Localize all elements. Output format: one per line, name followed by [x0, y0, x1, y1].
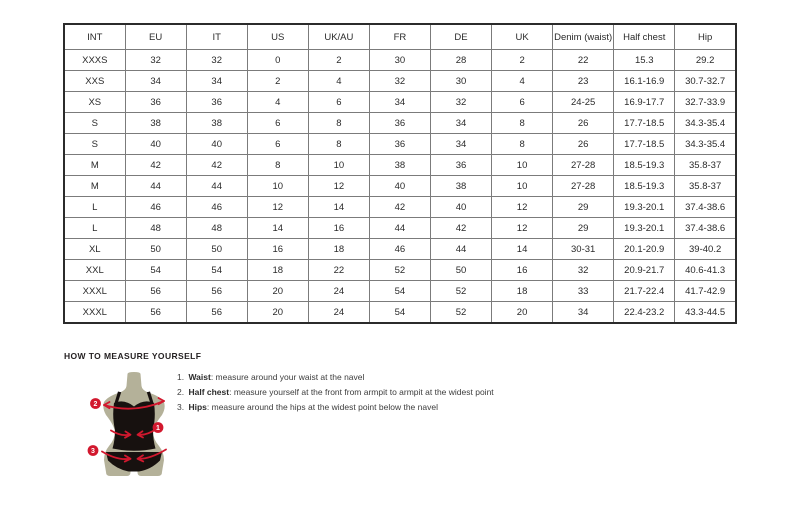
- table-cell: 6: [247, 134, 308, 155]
- column-header: UK: [492, 24, 553, 50]
- table-cell: 8: [308, 113, 369, 134]
- table-cell: 6: [247, 113, 308, 134]
- table-row: [64, 302, 736, 324]
- step-term: Half chest: [188, 387, 230, 397]
- table-cell: 41.7-42.9: [675, 281, 736, 302]
- table-cell: 12: [247, 197, 308, 218]
- table-cell: 34: [553, 302, 614, 324]
- table-cell: 2: [247, 71, 308, 92]
- step-text: : measure yourself at the front from armpit to armpit at the widest point: [229, 387, 494, 397]
- table-cell: 28: [430, 50, 491, 71]
- table-row: [64, 113, 736, 134]
- table-cell: XXXS: [64, 50, 125, 71]
- table-cell: 56: [125, 302, 186, 324]
- table-cell: 6: [492, 92, 553, 113]
- table-cell: 48: [186, 218, 247, 239]
- size-table-head-row: [64, 24, 736, 50]
- table-cell: 14: [308, 197, 369, 218]
- table-cell: 8: [247, 155, 308, 176]
- table-cell: 30.7-32.7: [675, 71, 736, 92]
- table-cell: XL: [64, 239, 125, 260]
- table-cell: 32: [186, 50, 247, 71]
- table-cell: 46: [125, 197, 186, 218]
- table-cell: 34: [369, 92, 430, 113]
- table-cell: 18: [492, 281, 553, 302]
- table-cell: 38: [430, 176, 491, 197]
- table-cell: 8: [492, 134, 553, 155]
- table-cell: 54: [369, 302, 430, 324]
- table-cell: 34.3-35.4: [675, 113, 736, 134]
- table-cell: 24: [308, 302, 369, 324]
- table-cell: 32: [369, 71, 430, 92]
- table-cell: 35.8-37: [675, 176, 736, 197]
- table-cell: 54: [186, 260, 247, 281]
- step-term: Hips: [188, 402, 207, 412]
- table-cell: 43.3-44.5: [675, 302, 736, 324]
- table-cell: S: [64, 134, 125, 155]
- table-row: [64, 71, 736, 92]
- mannequin-illustration: [84, 372, 180, 478]
- table-cell: 34: [125, 71, 186, 92]
- table-cell: 20: [492, 302, 553, 324]
- table-cell: 4: [308, 71, 369, 92]
- table-cell: 54: [125, 260, 186, 281]
- table-row: [64, 176, 736, 197]
- table-cell: 39-40.2: [675, 239, 736, 260]
- table-cell: 46: [369, 239, 430, 260]
- badge-3: [88, 445, 99, 456]
- table-cell: S: [64, 113, 125, 134]
- column-header: DE: [430, 24, 491, 50]
- table-cell: 2: [492, 50, 553, 71]
- table-cell: 46: [186, 197, 247, 218]
- table-cell: 40: [430, 197, 491, 218]
- step-number: 2.: [177, 387, 185, 397]
- table-cell: 0: [247, 50, 308, 71]
- table-row: [64, 260, 736, 281]
- table-cell: 40: [186, 134, 247, 155]
- table-cell: XXXL: [64, 302, 125, 324]
- table-cell: 18: [308, 239, 369, 260]
- table-cell: XXXL: [64, 281, 125, 302]
- size-table-body: [64, 50, 736, 324]
- table-cell: 10: [247, 176, 308, 197]
- table-cell: 44: [186, 176, 247, 197]
- table-cell: 32.7-33.9: [675, 92, 736, 113]
- table-cell: 16.1-16.9: [614, 71, 675, 92]
- table-cell: 36: [369, 113, 430, 134]
- table-cell: 4: [247, 92, 308, 113]
- measure-step: [177, 385, 494, 400]
- table-cell: 12: [492, 218, 553, 239]
- table-cell: 4: [492, 71, 553, 92]
- table-cell: 37.4-38.6: [675, 197, 736, 218]
- table-cell: 2: [308, 50, 369, 71]
- table-cell: 12: [308, 176, 369, 197]
- table-cell: 22.4-23.2: [614, 302, 675, 324]
- table-cell: 34: [430, 134, 491, 155]
- table-cell: 16.9-17.7: [614, 92, 675, 113]
- table-cell: 34: [430, 113, 491, 134]
- table-cell: 42: [369, 197, 430, 218]
- table-cell: 38: [125, 113, 186, 134]
- table-cell: 33: [553, 281, 614, 302]
- table-cell: 24-25: [553, 92, 614, 113]
- table-cell: 30-31: [553, 239, 614, 260]
- badge-2-number: 2: [93, 401, 98, 408]
- table-row: [64, 155, 736, 176]
- table-cell: 52: [369, 260, 430, 281]
- table-row: [64, 218, 736, 239]
- table-cell: 36: [125, 92, 186, 113]
- table-cell: 18: [247, 260, 308, 281]
- table-cell: 50: [186, 239, 247, 260]
- table-cell: 14: [247, 218, 308, 239]
- table-cell: 18.5-19.3: [614, 176, 675, 197]
- badge-1-number: 1: [156, 425, 160, 432]
- table-cell: 42: [186, 155, 247, 176]
- table-cell: 32: [553, 260, 614, 281]
- table-row: [64, 197, 736, 218]
- badge-1: [153, 422, 164, 433]
- column-header: EU: [125, 24, 186, 50]
- measure-step: [177, 400, 494, 415]
- table-cell: XXS: [64, 71, 125, 92]
- column-header: Hip: [675, 24, 736, 50]
- table-cell: 36: [430, 155, 491, 176]
- table-cell: 22: [308, 260, 369, 281]
- table-cell: 22: [553, 50, 614, 71]
- table-cell: 56: [186, 302, 247, 324]
- table-cell: 20: [247, 302, 308, 324]
- table-cell: 34: [186, 71, 247, 92]
- table-cell: 29: [553, 197, 614, 218]
- table-cell: 19.3-20.1: [614, 218, 675, 239]
- column-header: UK/AU: [308, 24, 369, 50]
- table-cell: 50: [125, 239, 186, 260]
- size-chart-table: [63, 23, 737, 324]
- table-cell: 19.3-20.1: [614, 197, 675, 218]
- table-cell: 21.7-22.4: [614, 281, 675, 302]
- table-cell: 30: [369, 50, 430, 71]
- table-cell: 52: [430, 281, 491, 302]
- table-cell: 20.9-21.7: [614, 260, 675, 281]
- table-cell: 40: [125, 134, 186, 155]
- table-cell: 12: [492, 197, 553, 218]
- table-cell: L: [64, 218, 125, 239]
- table-cell: 16: [308, 218, 369, 239]
- step-number: 1.: [177, 372, 185, 382]
- table-cell: 44: [369, 218, 430, 239]
- table-cell: 20: [247, 281, 308, 302]
- table-cell: 26: [553, 113, 614, 134]
- table-cell: 50: [430, 260, 491, 281]
- how-to-measure-title: HOW TO MEASURE YOURSELF: [64, 351, 202, 361]
- table-cell: 44: [125, 176, 186, 197]
- measure-step: [177, 370, 494, 385]
- mannequin-svg: [84, 372, 180, 478]
- column-header: US: [247, 24, 308, 50]
- table-cell: 42: [430, 218, 491, 239]
- step-term: Waist: [188, 372, 211, 382]
- table-cell: M: [64, 176, 125, 197]
- table-cell: 16: [492, 260, 553, 281]
- step-number: 3.: [177, 402, 185, 412]
- table-cell: 10: [492, 176, 553, 197]
- table-row: [64, 134, 736, 155]
- step-text: : measure around the hips at the widest point below the navel: [206, 402, 438, 412]
- badge-3-number: 3: [91, 448, 95, 455]
- table-row: [64, 92, 736, 113]
- table-cell: 34.3-35.4: [675, 134, 736, 155]
- table-cell: 38: [186, 113, 247, 134]
- table-cell: 10: [308, 155, 369, 176]
- step-text: : measure around your waist at the navel: [210, 372, 365, 382]
- measure-steps: [177, 370, 494, 415]
- table-cell: 23: [553, 71, 614, 92]
- table-cell: 27-28: [553, 176, 614, 197]
- table-cell: 44: [430, 239, 491, 260]
- table-cell: 26: [553, 134, 614, 155]
- table-cell: 52: [430, 302, 491, 324]
- column-header: INT: [64, 24, 125, 50]
- table-cell: 56: [125, 281, 186, 302]
- table-cell: 36: [186, 92, 247, 113]
- table-row: [64, 281, 736, 302]
- column-header: Denim (waist): [553, 24, 614, 50]
- table-cell: 18.5-19.3: [614, 155, 675, 176]
- table-cell: 56: [186, 281, 247, 302]
- table-row: [64, 239, 736, 260]
- table-cell: 24: [308, 281, 369, 302]
- table-cell: 15.3: [614, 50, 675, 71]
- column-header: FR: [369, 24, 430, 50]
- table-cell: 20.1-20.9: [614, 239, 675, 260]
- table-cell: 8: [308, 134, 369, 155]
- table-cell: 37.4-38.6: [675, 218, 736, 239]
- table-cell: 8: [492, 113, 553, 134]
- table-cell: 32: [430, 92, 491, 113]
- table-cell: 38: [369, 155, 430, 176]
- table-cell: 6: [308, 92, 369, 113]
- badge-2: [90, 398, 101, 409]
- table-cell: M: [64, 155, 125, 176]
- column-header: Half chest: [614, 24, 675, 50]
- table-cell: XS: [64, 92, 125, 113]
- column-header: IT: [186, 24, 247, 50]
- table-cell: 29.2: [675, 50, 736, 71]
- table-cell: 54: [369, 281, 430, 302]
- table-cell: 10: [492, 155, 553, 176]
- table-cell: 36: [369, 134, 430, 155]
- table-cell: 40.6-41.3: [675, 260, 736, 281]
- table-cell: 48: [125, 218, 186, 239]
- table-cell: 32: [125, 50, 186, 71]
- table-cell: 29: [553, 218, 614, 239]
- table-cell: XXL: [64, 260, 125, 281]
- table-cell: 40: [369, 176, 430, 197]
- table-cell: 35.8-37: [675, 155, 736, 176]
- table-row: [64, 50, 736, 71]
- table-cell: 17.7-18.5: [614, 134, 675, 155]
- table-cell: L: [64, 197, 125, 218]
- table-cell: 42: [125, 155, 186, 176]
- table-cell: 27-28: [553, 155, 614, 176]
- table-cell: 30: [430, 71, 491, 92]
- table-cell: 16: [247, 239, 308, 260]
- table-cell: 17.7-18.5: [614, 113, 675, 134]
- table-cell: 14: [492, 239, 553, 260]
